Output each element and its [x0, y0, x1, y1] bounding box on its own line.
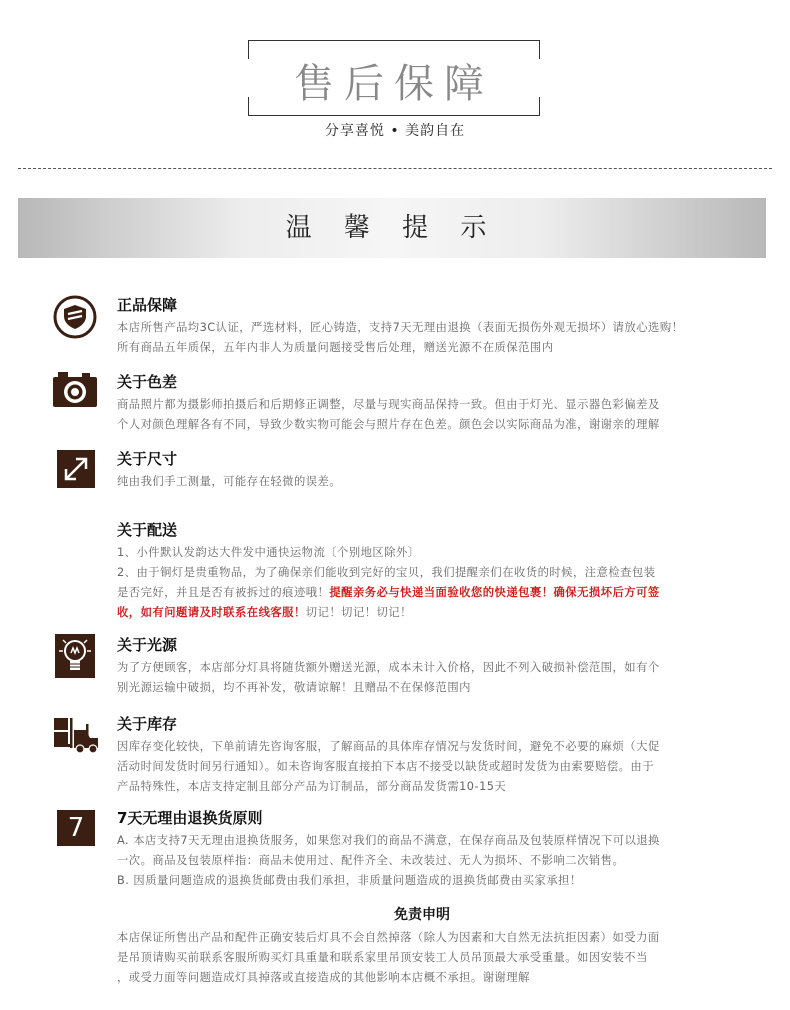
section-title: 7天无理由退换货原则 [117, 809, 263, 827]
section-title: 正品保障 [117, 296, 178, 314]
section-genuine [117, 295, 727, 358]
section-size [117, 449, 727, 492]
section-line: 为了方便顾客，本店部分灯具将随货额外赠送光源，成本未计入价格，因此不列入破损补偿范围，如有个 [117, 661, 660, 674]
highlight-text: 收，如有问题请及时联系在线客服！ [117, 606, 306, 619]
shield-icon [52, 294, 98, 340]
camera-icon [52, 370, 98, 408]
dashed-divider [18, 168, 772, 169]
section-color [117, 372, 727, 435]
page-subtitle: 分享喜悦 • 美韵自在 [324, 123, 466, 139]
section-line: 产品特殊性，本店支持定制且部分产品为订制品，部分商品发货需10-15天 [117, 780, 507, 793]
section-title: 免责申明 [394, 907, 450, 923]
section-line: ，或受力面等问题造成灯具掉落或直接造成的其他影响本店概不承担。谢谢理解 [117, 971, 530, 984]
section-delivery [117, 520, 727, 623]
section-line: 活动时间发货时间另行通知）。如未咨询客服直接拍下本店不接受以缺货或超时发货为由索要赔偿。由于 [117, 760, 655, 773]
section-title: 关于配送 [117, 521, 178, 539]
section-line: A. 本店支持7天无理由退换货服务，如果您对我们的商品不满意，在保存商品及包装原样情况下可以退换 [117, 834, 660, 847]
tips-banner: 温 馨 提 示 [18, 198, 766, 258]
lightbulb-icon [55, 634, 95, 678]
section-title: 关于库存 [117, 715, 178, 733]
section-line: 一次。商品及包装原样指：商品未使用过、配件齐全、未改装过、无人为损坏、不影响二次销售。 [117, 854, 625, 867]
section-line: 1、小件默认发韵达大件发中通快运物流〔个别地区除外〕 [117, 546, 420, 559]
highlight-text: 提醒亲务必与快递当面验收您的快递包裹！确保无损坏后方可签 [329, 586, 660, 599]
section-line: 2、由于铜灯是贵重物品，为了确保亲们能收到完好的宝贝，我们提醒亲们在收货的时候，注意检查包装 [117, 566, 656, 579]
section-line: 个人对颜色理解各有不同，导致少数实物可能会与照片存在色差。颜色会以实际商品为准，谢谢亲的理解 [117, 418, 660, 431]
section-line: 商品照片都为摄影师拍摄后和后期修正调整，尽量与现实商品保持一致。但由于灯光、显示器色彩偏差及 [117, 398, 660, 411]
section-disclaimer [117, 905, 727, 988]
section-line: 本店所售产品均3C认证，严选材料，匠心铸造，支持7天无理由退换（表面无损伤外观无损坏）请放心选购！ [117, 321, 684, 334]
section-line: 是吊顶请购买前联系客服所购买灯具重量和联系家里吊顶安装工人员吊顶最大承受重量。如因安装不当 [117, 951, 648, 964]
number-seven-icon: 7 [57, 810, 95, 846]
section-line: 别光源运输中破损，均不再补发，敬请谅解！且赠品不在保修范围内 [117, 681, 471, 694]
section-title: 关于色差 [117, 373, 178, 391]
page-title: 售后保障 [294, 61, 494, 107]
section-line: 因库存变化较快，下单前请先咨询客服，了解商品的具体库存情况与发货时间，避免不必要的麻烦（大促 [117, 740, 660, 753]
section-title: 关于尺寸 [117, 450, 178, 468]
section-line: 纯由我们手工测量，可能存在轻微的误差。 [117, 475, 342, 488]
section-line: 本店保证所售出产品和配件正确安装后灯具不会自然掉落（除人为因素和大自然无法抗拒因素）如受力面 [117, 931, 660, 944]
section-line: 收，如有问题请及时联系在线客服！切记！切记！切记！ [117, 606, 412, 619]
section-stock [117, 714, 727, 797]
section-returns [117, 808, 727, 891]
header-frame [248, 40, 540, 116]
section-line: B. 因质量问题造成的退换货邮费由我们承担，非质量问题造成的退换货邮费由买家承担！ [117, 874, 582, 887]
section-light [117, 635, 727, 698]
forklift-icon [52, 716, 102, 754]
section-line: 所有商品五年质保，五年内非人为质量问题接受售后处理，赠送光源不在质保范围内 [117, 341, 554, 354]
section-title: 关于光源 [117, 636, 178, 654]
resize-arrow-icon [57, 450, 95, 488]
section-line: 是否完好，并且是否有被拆过的痕迹哦！提醒亲务必与快递当面验收您的快递包裹！确保无损坏后方可签 [117, 586, 660, 599]
